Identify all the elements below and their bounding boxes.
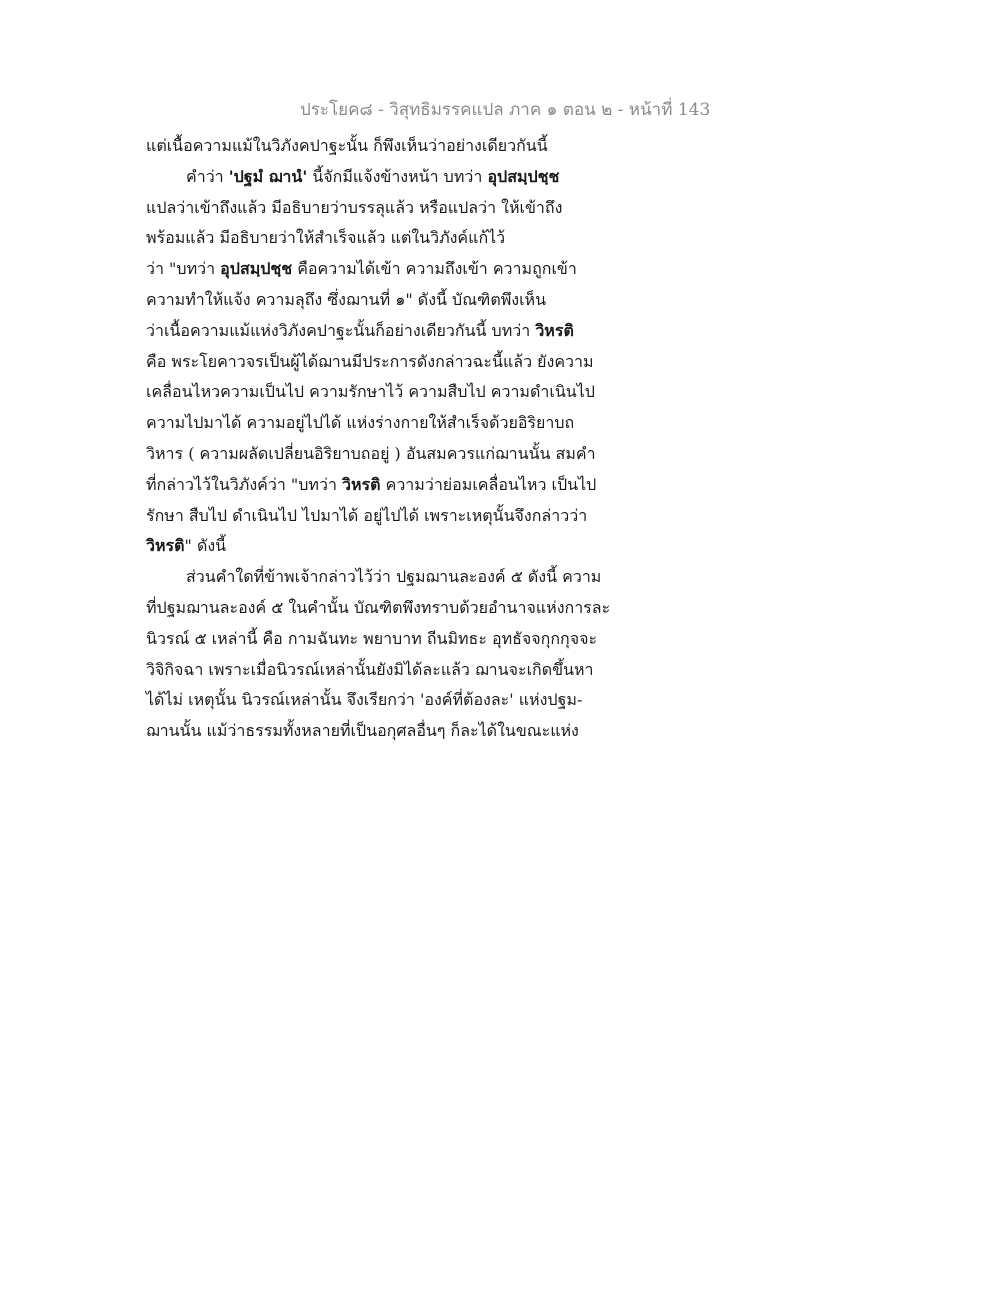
text-span: วิหาร ( ความผลัดเปลี่ยนอิริยาบถอยู่ ) อันสมควรแก่ฌานนั้น สมคำ — [146, 443, 596, 463]
text-span: ที่ปฐมฌานละองค์ ๕ ในคำนั้น บัณฑิตพึงทราบด้วยอำนาจแห่งการละ — [146, 597, 611, 617]
text-line — [146, 285, 666, 316]
text-line — [146, 655, 666, 686]
text-span: นี้จักมีแจ้งข้างหน้า บทว่า — [307, 166, 488, 186]
bold-term: 'ปฐมํ ฌานํ' — [228, 166, 308, 186]
text-line — [146, 254, 666, 285]
text-span: " ดังนี้ — [184, 536, 227, 556]
bold-term: วิหรติ — [535, 320, 574, 340]
text-span: ส่วนคำใดที่ข้าพเจ้ากล่าวไว้ว่า ปฐมฌานละองค์ ๕ ดังนี้ ความ — [186, 567, 602, 587]
text-span: คือความได้เข้า ความถึงเข้า ความถูกเข้า — [292, 259, 577, 279]
text-line — [146, 377, 666, 408]
text-line — [146, 316, 666, 347]
text-line — [146, 470, 666, 501]
text-line — [146, 562, 666, 593]
text-line — [146, 716, 666, 747]
text-line — [146, 131, 666, 162]
text-line — [146, 593, 666, 624]
text-span: วิจิกิจฉา เพราะเมื่อนิวรณ์เหล่านั้นยังมิได้ละแล้ว ฌานจะเกิดขึ้นหา — [146, 659, 594, 679]
text-line — [146, 439, 666, 470]
page-header: ประโยค๘ - วิสุทธิมรรคแปล ภาค ๑ ตอน ๒ - หน้าที่ 143 — [300, 100, 711, 120]
text-line — [146, 531, 666, 562]
text-span: ความว่าย่อมเคลื่อนไหว เป็นไป — [380, 474, 597, 494]
text-line — [146, 408, 666, 439]
text-span: ว่าเนื้อความแม้แห่งวิภังคปาฐะนั้นก็อย่างเดียวกันนี้ บทว่า — [146, 320, 536, 340]
text-span: ว่า "บทว่า — [146, 259, 221, 279]
bold-term: อุปสมฺปชฺช — [220, 259, 293, 279]
text-span: คำว่า — [186, 166, 229, 186]
text-line — [146, 347, 666, 378]
text-span: แปลว่าเข้าถึงแล้ว มีอธิบายว่าบรรลุแล้ว หรือแปลว่า ให้เข้าถึง — [146, 197, 563, 217]
text-span: ได้ไม่ เหตุนั้น นิวรณ์เหล่านั้น จึงเรียกว่า 'องค์ที่ต้องละ' แห่งปฐม- — [146, 690, 583, 710]
text-span: เคลื่อนไหวความเป็นไป ความรักษาไว้ ความสืบไป ความดำเนินไป — [146, 382, 595, 402]
text-span: ที่กล่าวไว้ในวิภังค์ว่า "บทว่า — [146, 474, 343, 494]
text-line — [146, 685, 666, 716]
body-text — [146, 131, 666, 747]
text-span: ฌานนั้น แม้ว่าธรรมทั้งหลายที่เป็นอกุศลอื่นๆ ก็ละได้ในขณะแห่ง — [146, 721, 579, 741]
text-span: พร้อมแล้ว มีอธิบายว่าให้สำเร็จแล้ว แต่ในวิภังค์แก้ไว้ — [146, 228, 506, 248]
text-span: ความไปมาได้ ความอยู่ไปได้ แห่งร่างกายให้สำเร็จด้วยอิริยาบถ — [146, 413, 575, 433]
text-line — [146, 162, 666, 193]
text-span: นิวรณ์ ๕ เหล่านี้ คือ กามฉันทะ พยาบาท ถีนมิทธะ อุทธัจจกุกกุจจะ — [146, 628, 598, 648]
text-span: แต่เนื้อความแม้ในวิภังคปาฐะนั้น ก็พึงเห็นว่าอย่างเดียวกันนี้ — [146, 136, 548, 155]
text-line — [146, 501, 666, 532]
text-line — [146, 624, 666, 655]
text-span: คือ พระโยคาวจรเป็นผู้ได้ฌานมีประการดังกล่าวฉะนี้แล้ว ยังความ — [146, 351, 594, 371]
text-line — [146, 193, 666, 224]
bold-term: วิหรติ — [342, 474, 381, 494]
text-span: รักษา สืบไป ดำเนินไป ไปมาได้ อยู่ไปได้ เพราะเหตุนั้นจึงกล่าวว่า — [146, 505, 588, 525]
bold-term: วิหรติ — [146, 536, 185, 556]
text-line — [146, 223, 666, 254]
bold-term: อุปสมฺปชฺช — [487, 166, 560, 186]
text-span: ความทำให้แจ้ง ความลุถึง ซึ่งฌานที่ ๑" ดังนี้ บัณฑิตพึงเห็น — [146, 289, 547, 309]
